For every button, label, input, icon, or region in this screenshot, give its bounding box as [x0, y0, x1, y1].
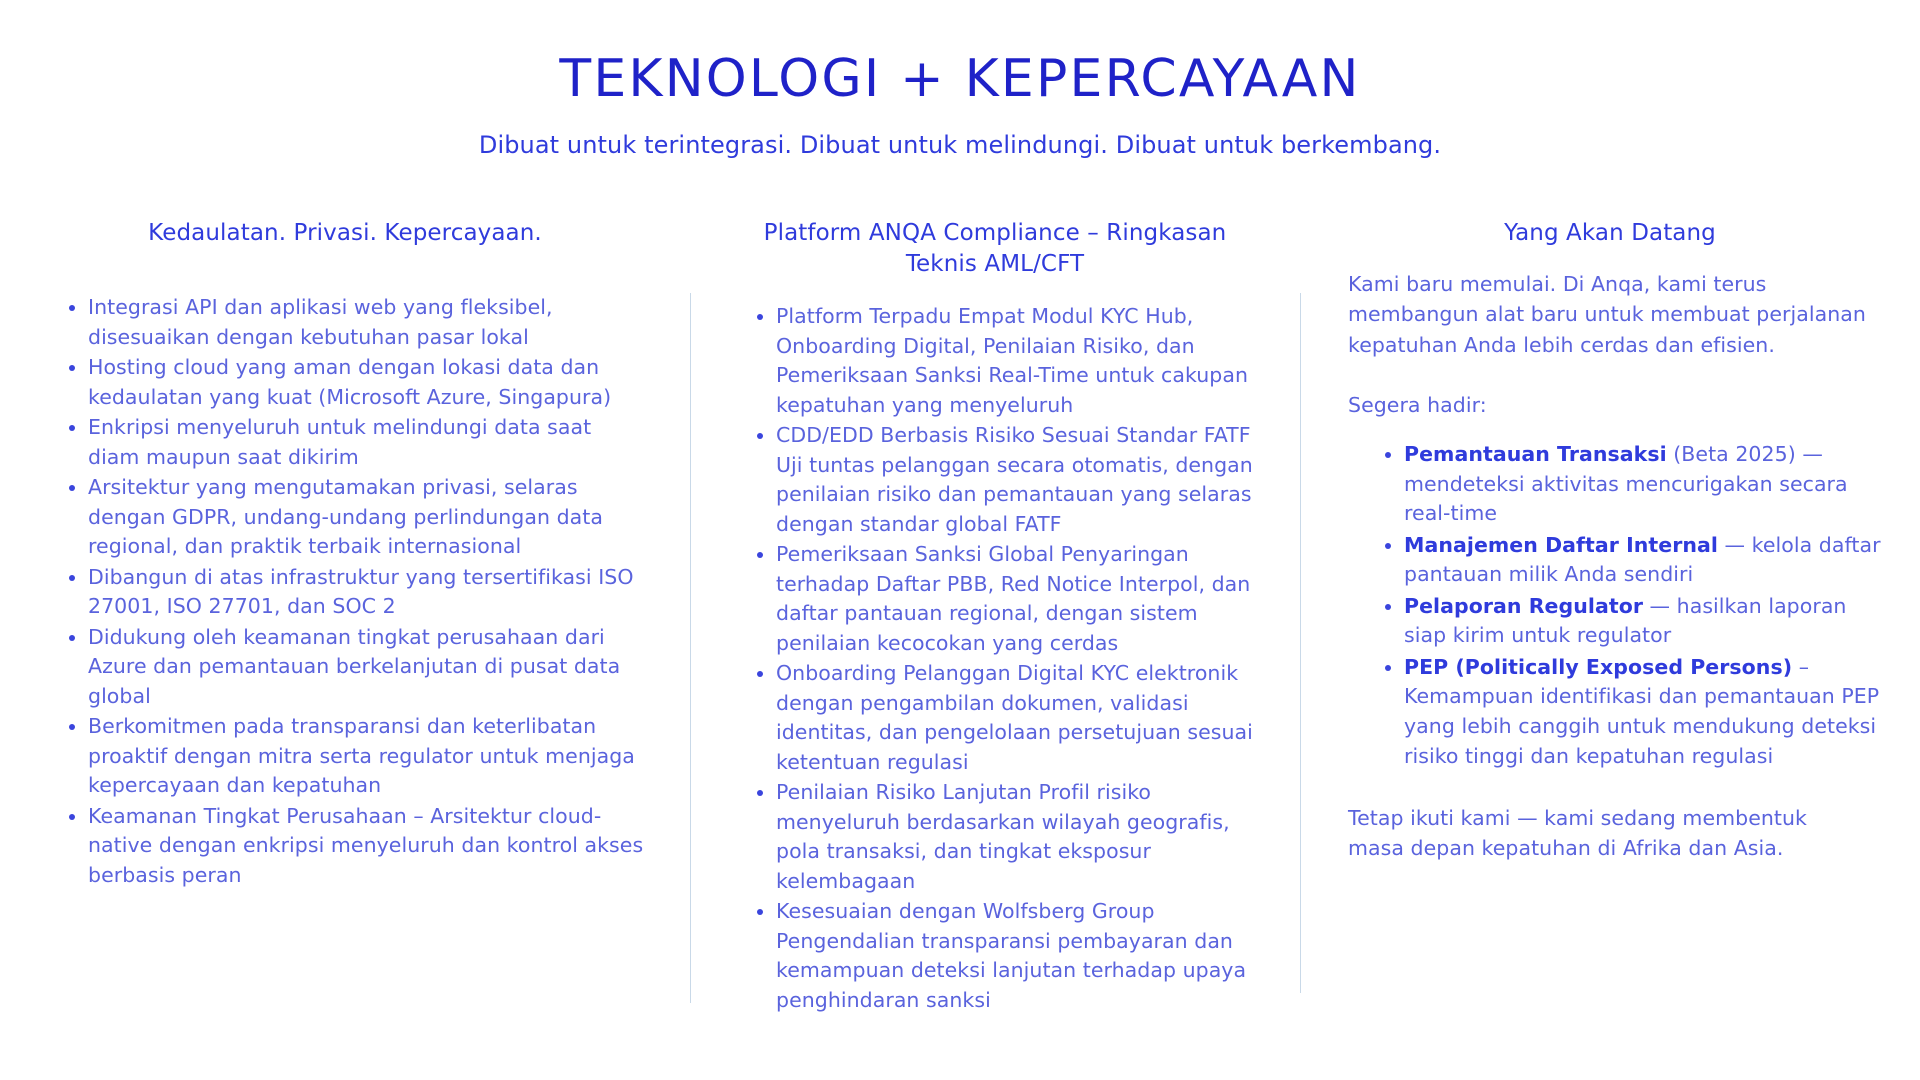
list-item: Hosting cloud yang aman dengan lokasi data dan kedaulatan yang kuat (Microsoft Azure, Singapura)	[62, 353, 644, 412]
list-item: Keamanan Tingkat Perusahaan – Arsitektur cloud-native dengan enkripsi menyeluruh dan kontrol akses berbasis peran	[62, 802, 644, 891]
column-left-bullet-list	[26, 293, 664, 890]
column-left-title: Kedaulatan. Privasi. Kepercayaan.	[148, 220, 542, 246]
list-item-lead: PEP (Politically Exposed Persons)	[1404, 654, 1793, 679]
column-right-body	[1326, 269, 1894, 864]
column-right-intro: Kami baru memulai. Di Anqa, kami terus membangun alat baru untuk membuat perjalanan kepatuhan Anda lebih cerdas dan efisien.	[1348, 272, 1866, 357]
list-item: Integrasi API dan aplikasi web yang fleksibel, disesuaikan dengan kebutuhan pasar lokal	[62, 293, 644, 352]
list-item-lead: Manajemen Daftar Internal	[1404, 532, 1718, 557]
list-item	[1378, 440, 1882, 529]
column-right-closing: Tetap ikuti kami — kami sedang membentuk masa depan kepatuhan di Afrika dan Asia.	[1348, 806, 1807, 861]
column-middle	[690, 218, 1300, 1016]
column-right-coming-soon-label: Segera hadir:	[1348, 393, 1487, 418]
column-middle-bullet-list	[716, 302, 1274, 1015]
list-item-rest: — kelola daftar pantauan milik Anda sendiri	[1404, 532, 1881, 587]
list-item-lead: Pemantauan Transaksi	[1404, 442, 1667, 467]
columns-container	[0, 218, 1920, 1016]
list-item: Dibangun di atas infrastruktur yang tersertifikasi ISO 27001, ISO 27701, dan SOC 2	[62, 563, 644, 622]
list-item: Platform Terpadu Empat Modul KYC Hub, Onboarding Digital, Penilaian Risiko, dan Pemeriksaan Sanksi Real-Time untuk cakupan kepatuhan yang menyeluruh	[750, 302, 1258, 420]
list-item: Berkomitmen pada transparansi dan keterlibatan proaktif dengan mitra serta regulator untuk menjaga kepercayaan dan kepatuhan	[62, 712, 644, 801]
column-left	[0, 218, 690, 891]
column-left-body	[26, 293, 664, 890]
list-item-rest: – Kemampuan identifikasi dan pemantauan PEP yang lebih canggih untuk mendukung deteksi risiko tinggi dan kepatuhan regulasi	[1404, 654, 1880, 768]
list-item: CDD/EDD Berbasis Risiko Sesuai Standar FATF Uji tuntas pelanggan secara otomatis, dengan penilaian risiko dan pemantauan yang selaras dengan standar global FATF	[750, 421, 1258, 539]
list-item-rest: (Beta 2025) — mendeteksi aktivitas mencurigakan secara real-time	[1404, 442, 1848, 526]
column-middle-title: Platform ANQA Compliance – Ringkasan Teknis AML/CFT	[763, 220, 1227, 278]
column-middle-body	[716, 302, 1274, 1015]
list-item: Enkripsi menyeluruh untuk melindungi data saat diam maupun saat dikirim	[62, 413, 644, 472]
list-item: Onboarding Pelanggan Digital KYC elektronik dengan pengambilan dokumen, validasi identitas, dan pengelolaan persetujuan sesuai ketentuan regulasi	[750, 659, 1258, 777]
column-right-bullet-list	[1326, 440, 1894, 771]
list-item: Penilaian Risiko Lanjutan Profil risiko menyeluruh berdasarkan wilayah geografis, pola transaksi, dan tingkat eksposur kelembagaan	[750, 778, 1258, 896]
list-item: Pemeriksaan Sanksi Global Penyaringan terhadap Daftar PBB, Red Notice Interpol, dan daftar pantauan regional, dengan sistem penilaian kecocokan yang cerdas	[750, 540, 1258, 658]
list-item: Kesesuaian dengan Wolfsberg Group Pengendalian transparansi pembayaran dan kemampuan deteksi lanjutan terhadap upaya penghindaran sanksi	[750, 897, 1258, 1015]
page-title: TEKNOLOGI + KEPERCAYAAN	[559, 49, 1361, 109]
list-item: Didukung oleh keamanan tingkat perusahaan dari Azure dan pemantauan berkelanjutan di pusat data global	[62, 623, 644, 712]
column-right	[1300, 218, 1920, 864]
page-subtitle: Dibuat untuk terintegrasi. Dibuat untuk melindungi. Dibuat untuk berkembang.	[478, 130, 1442, 159]
list-item-rest: — hasilkan laporan siap kirim untuk regulator	[1404, 593, 1847, 648]
list-item	[1378, 531, 1882, 590]
list-item	[1378, 653, 1882, 771]
list-item-lead: Pelaporan Regulator	[1404, 593, 1643, 618]
list-item	[1378, 592, 1882, 651]
list-item: Arsitektur yang mengutamakan privasi, selaras dengan GDPR, undang-undang perlindungan data regional, dan praktik terbaik internasional	[62, 473, 644, 562]
header	[0, 0, 1920, 159]
column-right-title: Yang Akan Datang	[1504, 220, 1716, 246]
